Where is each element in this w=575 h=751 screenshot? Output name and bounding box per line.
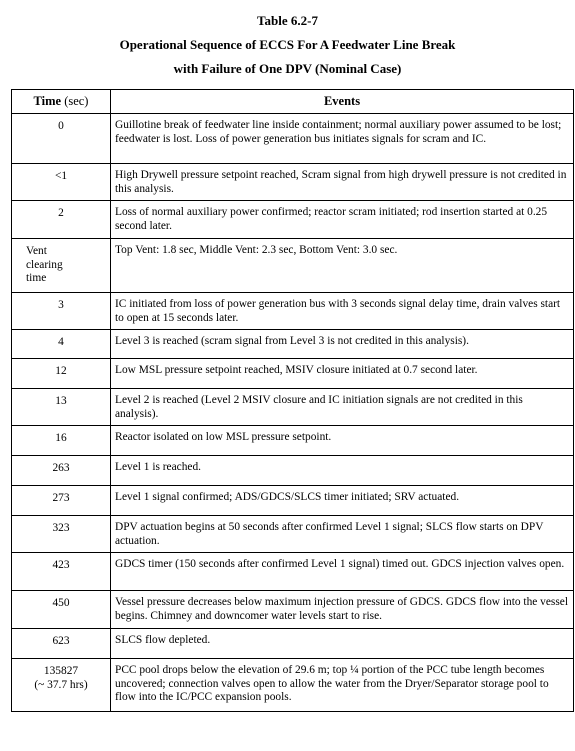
table-row (12, 293, 574, 330)
time-cell (12, 426, 111, 456)
time-cell (12, 456, 111, 486)
event-cell: Reactor isolated on low MSL pressure setpoint. (111, 426, 574, 456)
time-value: 450 (52, 597, 70, 609)
time-value: <1 (54, 170, 68, 182)
event-cell: Level 1 is reached. (111, 456, 574, 486)
time-value: 2 (58, 207, 64, 219)
time-cell (12, 389, 111, 426)
time-cell (12, 359, 111, 389)
table-row (12, 553, 574, 591)
time-value: 0 (58, 120, 64, 132)
header-row (12, 90, 574, 114)
events-column-header: Events (111, 90, 574, 114)
time-cell (12, 293, 111, 330)
time-cell (12, 201, 111, 239)
time-value: 16 (55, 432, 67, 444)
table-row (12, 659, 574, 712)
event-cell: Vessel pressure decreases below maximum injection pressure of GDCS. GDCS flow into the vessel begins. Chimney and downcomer water levels start to rise. (111, 591, 574, 629)
event-cell: Loss of normal auxiliary power confirmed; reactor scram initiated; rod insertion started at 0.25 second later. (111, 201, 574, 239)
time-value: 13 (55, 395, 67, 407)
time-value-hours: (~ 37.7 hrs) (34, 678, 88, 691)
time-cell (12, 164, 111, 201)
table-row (12, 456, 574, 486)
time-value: 273 (52, 492, 70, 504)
time-value: 135827 (43, 665, 79, 677)
table-row (12, 516, 574, 553)
event-cell: Level 1 signal confirmed; ADS/GDCS/SLCS timer initiated; SRV actuated. (111, 486, 574, 516)
time-value: Vent clearing time (26, 245, 63, 285)
table-row (12, 239, 574, 293)
table-title: Operational Sequence of ECCS For A Feedwater Line Break (119, 37, 456, 52)
table-row (12, 330, 574, 359)
time-cell (12, 629, 111, 659)
time-value: 4 (58, 336, 64, 348)
time-cell (12, 553, 111, 591)
table-row (12, 389, 574, 426)
time-value: 323 (52, 522, 70, 534)
time-cell (12, 239, 111, 293)
table-row (12, 114, 574, 164)
event-cell: High Drywell pressure setpoint reached, Scram signal from high drywell pressure is not credited in this analysis. (111, 164, 574, 201)
event-cell: Level 3 is reached (scram signal from Level 3 is not credited in this analysis). (111, 330, 574, 359)
events-table (11, 89, 574, 712)
table-number: Table 6.2-7 (257, 13, 318, 28)
event-cell: Guillotine break of feedwater line inside containment; normal auxiliary power assumed to be lost; feedwater is lost. Loss of power generation bus initiates signals for scram and IC. (111, 114, 574, 164)
event-cell: IC initiated from loss of power generation bus with 3 seconds signal delay time, drain valves start to open at 15 seconds later. (111, 293, 574, 330)
event-cell: Low MSL pressure setpoint reached, MSIV closure initiated at 0.7 second later. (111, 359, 574, 389)
time-column-header (12, 90, 111, 114)
time-header-label: Time (33, 93, 62, 108)
time-cell (12, 114, 111, 164)
table-row (12, 629, 574, 659)
event-cell: PCC pool drops below the elevation of 29.6 m; top ¼ portion of the PCC tube length becomes uncovered; connection valves open to allow the water from the Dryer/Separator storage pool to flow into the IC/PCC expansion pools. (111, 659, 574, 712)
time-value: 623 (52, 635, 70, 647)
table-row (12, 591, 574, 629)
event-cell: Level 2 is reached (Level 2 MSIV closure and IC initiation signals are not credited in this analysis). (111, 389, 574, 426)
table-row (12, 426, 574, 456)
time-cell (12, 516, 111, 553)
time-value: 263 (52, 462, 70, 474)
table-row (12, 164, 574, 201)
event-cell: DPV actuation begins at 50 seconds after confirmed Level 1 signal; SLCS flow starts on DPV actuation. (111, 516, 574, 553)
table-row (12, 359, 574, 389)
time-value: 3 (58, 299, 64, 311)
event-cell: Top Vent: 1.8 sec, Middle Vent: 2.3 sec, Bottom Vent: 3.0 sec. (111, 239, 574, 293)
time-cell (12, 486, 111, 516)
event-cell: GDCS timer (150 seconds after confirmed Level 1 signal) timed out. GDCS injection valves open. (111, 553, 574, 591)
time-value: 12 (55, 365, 67, 377)
table-row (12, 201, 574, 239)
table-row (12, 486, 574, 516)
time-cell (12, 591, 111, 629)
time-cell (12, 659, 111, 712)
table-caption (0, 9, 575, 81)
time-value: 423 (52, 559, 70, 571)
table-subtitle: with Failure of One DPV (Nominal Case) (173, 61, 402, 76)
event-cell: SLCS flow depleted. (111, 629, 574, 659)
time-header-unit: (sec) (64, 93, 89, 108)
time-cell (12, 330, 111, 359)
